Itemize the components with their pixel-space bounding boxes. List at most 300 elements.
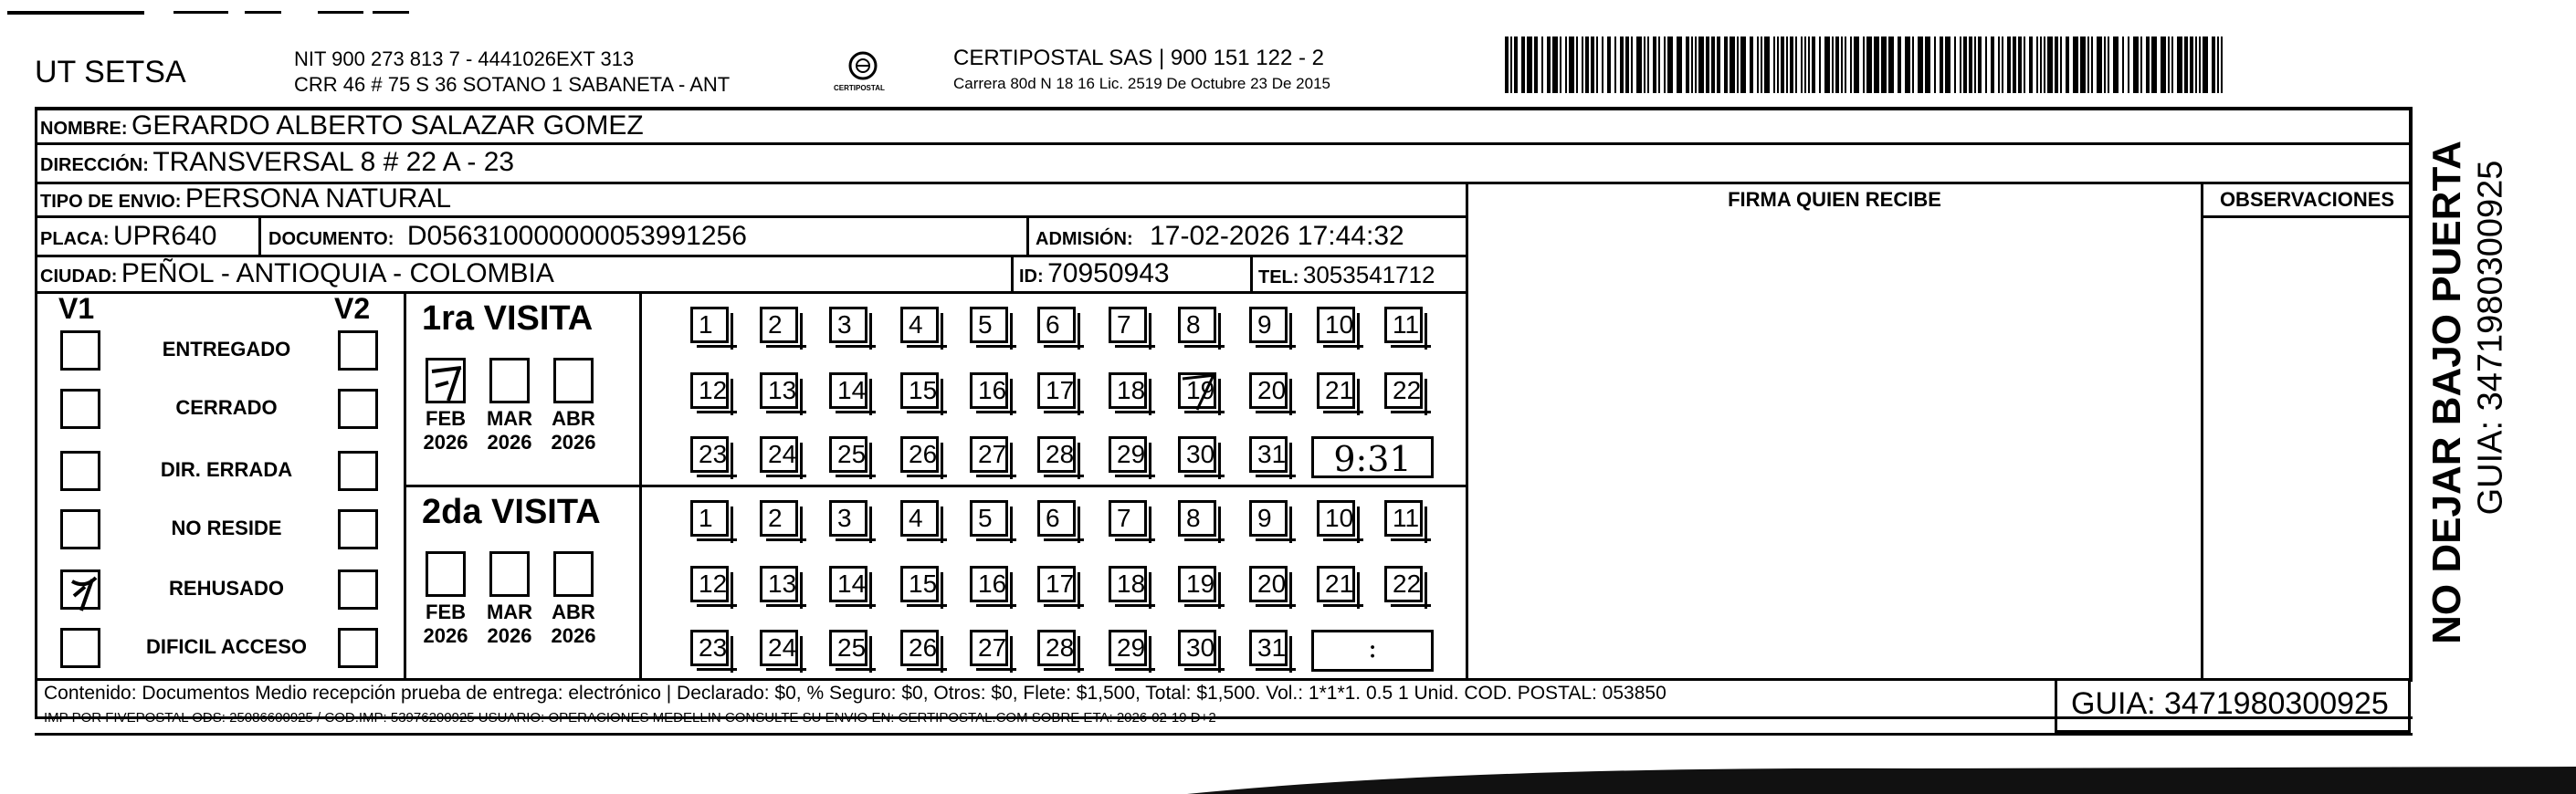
firma-header: FIRMA QUIEN RECIBE [1728,188,1941,211]
second-day-box[interactable] [1249,630,1288,666]
second-day-box[interactable] [970,630,1008,666]
check-mark-icon [65,569,120,614]
barcode-bar [2184,37,2188,93]
barcode-bar [1835,37,1839,93]
barcode-bar [2221,37,2223,93]
barcode-bar [1940,37,1943,93]
barcode-bar [1898,37,1901,93]
first-month-box[interactable] [489,358,530,403]
v2-checkbox[interactable] [338,628,378,668]
col-line [1466,182,1468,680]
barcode-bar [1974,37,1976,93]
barcode-bar [1795,37,1797,93]
v2-checkbox[interactable] [338,389,378,429]
documento-label: DOCUMENTO: [268,229,394,249]
first-day-box[interactable] [1249,307,1288,343]
day-number: 1 [699,310,713,339]
second-day-box[interactable] [829,500,867,537]
barcode-bar [1824,37,1830,93]
barcode-bar [1978,37,1982,93]
v1-checkbox[interactable] [60,330,100,371]
barcode-bar [1790,37,1793,93]
month-label [546,601,601,648]
second-day-box[interactable] [1249,500,1288,537]
first-day-box[interactable] [970,436,1008,473]
barcode-bar [1912,37,1914,93]
barcode-bar [1691,37,1693,93]
barcode-bar [2007,37,2011,93]
barcode-bar [1786,37,1788,93]
second-day-box[interactable] [829,630,867,666]
day-number: 13 [768,569,797,598]
v2-checkbox[interactable] [338,330,378,371]
day-number: 25 [837,633,867,662]
barcode-bar [2199,37,2201,93]
day-number: 11 [1393,310,1420,339]
barcode-bar [1644,37,1645,93]
second-month-box[interactable] [553,551,594,597]
second-day-box[interactable] [690,566,729,602]
barcode-bar [2060,37,2062,93]
v1-checkbox[interactable] [60,628,100,668]
barcode-bar [2047,37,2053,93]
barcode-bar [1773,37,1775,93]
day-number: 20 [1257,376,1287,404]
v1-checkbox[interactable] [60,509,100,549]
month-year: 2026 [487,431,532,454]
address-line: CRR 46 # 75 S 36 SOTANO 1 SABANETA - ANT [294,73,731,96]
first-day-box[interactable] [690,436,729,473]
second-day-box[interactable] [900,500,939,537]
month-label [482,601,537,648]
barcode-bar [1585,37,1589,93]
barcode-bar [1614,37,1616,93]
barcode-bar [1677,37,1682,93]
barcode-bar [1552,37,1558,93]
first-day-box[interactable] [760,372,798,409]
barcode-bar [2122,37,2124,93]
second-time-box[interactable] [1311,630,1434,672]
day-number: 14 [837,376,867,404]
first-day-box[interactable] [1109,436,1147,473]
day-number: 6 [1046,310,1060,339]
first-day-box[interactable] [690,372,729,409]
first-day-box[interactable] [1037,436,1076,473]
month-mark-icon [428,359,468,404]
top-dash [373,11,409,14]
ciudad-value: PEÑOL - ANTIOQUIA - COLOMBIA [121,258,554,288]
barcode-bar [1698,37,1704,93]
first-day-box[interactable] [1037,307,1076,343]
day-number: 14 [837,569,867,598]
barcode-bar [1832,37,1834,93]
day-number: 24 [768,440,797,468]
barcode-bar [2036,37,2038,93]
day-number: 21 [1325,569,1354,598]
second-day-box[interactable] [900,566,939,602]
day-number: 15 [909,376,938,404]
barcode-bar [1991,37,1994,93]
day-number: 13 [768,376,797,404]
month-year: 2026 [423,431,468,454]
bottom-smudge [1187,748,2576,794]
second-day-box[interactable] [690,630,729,666]
barcode-bar [1534,37,1538,93]
day-number: 22 [1393,376,1422,404]
day-number: 25 [837,440,867,468]
logo-text: CERTIPOSTAL [834,84,885,92]
barcode-bar [1658,37,1660,93]
barcode-bar [1863,37,1865,93]
second-day-box[interactable] [1178,566,1216,602]
barcode-bar [1740,37,1746,93]
day-number: 29 [1117,440,1146,468]
barcode-bar [2108,37,2109,93]
barcode-bar [1888,37,1894,93]
barcode-bar [2024,37,2025,93]
first-day-box[interactable] [829,372,867,409]
barcode-bar [2029,37,2033,93]
frame-left [35,107,37,718]
day-number: 11 [1393,504,1420,532]
barcode-bar [2128,37,2129,93]
status-label: CERRADO [175,396,278,419]
barcode-bar [1664,37,1666,93]
direccion-value: TRANSVERSAL 8 # 22 A - 23 [152,147,515,177]
month-label [418,407,473,454]
second-day-box[interactable] [1317,500,1355,537]
admision-cell [1036,221,1404,252]
first-day-box[interactable] [829,307,867,343]
documento-value: D056310000000053991256 [406,221,747,251]
month-name: FEB [426,601,466,623]
first-day-box[interactable] [1384,372,1423,409]
month-label [546,407,601,454]
barcode-bar [1874,37,1879,93]
barcode-bar [1547,37,1551,93]
day-number: 24 [768,633,797,662]
second-day-box[interactable] [970,566,1008,602]
col-line [1011,255,1014,293]
barcode-bar [1560,37,1561,93]
second-day-box[interactable] [690,500,729,537]
second-day-box[interactable] [760,630,798,666]
first-day-box[interactable] [1178,307,1216,343]
placa-cell [40,221,216,252]
day-number: 10 [1325,310,1354,339]
certipostal-logo [836,44,890,99]
col-line [1026,218,1029,256]
second-day-box[interactable] [1178,500,1216,537]
day-number: 4 [909,310,923,339]
day-number: 1 [699,504,713,532]
first-day-box[interactable] [1317,307,1355,343]
month-year: 2026 [551,431,596,454]
barcode-bar [1945,37,1950,93]
second-time-text: : [1367,632,1378,664]
second-day-box[interactable] [760,566,798,602]
barcode-bar [2002,37,2003,93]
v1-checkbox[interactable] [60,451,100,491]
barcode-bar [1925,37,1930,93]
barcode-bar [1569,37,1574,93]
day-number: 26 [909,440,938,468]
second-visit-title: 2da VISITA [422,493,601,531]
day-number: 5 [978,504,993,532]
barcode-bar [1582,37,1583,93]
v1-checkbox[interactable] [60,389,100,429]
footer-bottom [35,733,2413,736]
v2-label: V2 [334,292,371,325]
id-cell [1019,258,1170,289]
day-number: 16 [978,376,1007,404]
barcode-bar [1510,37,1512,93]
barcode-bar [1620,37,1624,93]
barcode-bar [1969,37,1972,93]
barcode-bar [2133,37,2139,93]
barcode [1505,37,2226,93]
day-number: 28 [1046,633,1075,662]
second-day-box[interactable] [970,500,1008,537]
day-number: 9 [1257,310,1272,339]
id-label: ID: [1019,266,1044,287]
day-mark-icon [1179,370,1219,410]
tel-label: TEL: [1258,267,1299,287]
tipo-row [40,183,451,214]
barcode-bar [1781,37,1784,93]
col-line [258,218,261,256]
barcode-bar [1918,37,1923,93]
second-day-box[interactable] [1109,500,1147,537]
barcode-bar [2161,37,2166,93]
barcode-bar [2217,37,2219,93]
day-number: 31 [1257,440,1287,468]
barcode-bar [2171,37,2173,93]
first-day-box[interactable] [900,436,939,473]
nombre-row [40,110,644,141]
day-number: 22 [1393,569,1422,598]
certipostal-license: Carrera 80d N 18 16 Lic. 2519 De Octubre 23 De 2015 [953,75,1330,92]
barcode-bar [1866,37,1872,93]
admision-value: 17-02-2026 17:44:32 [1150,221,1404,251]
barcode-bar [2212,37,2215,93]
barcode-bar [2097,37,2102,93]
footer-imp: IMP POR FIVEPOSTAL ODS: 25086600925 / COD.IMP: 53976200925 USUARIO: OPERACIONES MEDELLIN CONSULTE SU ENVIO EN: CERTIPOSTAL.COM SOBRE ETA: 2026-02-19 D+2 [44,710,1216,726]
first-day-box[interactable] [1249,372,1288,409]
barcode-bar [1505,37,1509,93]
barcode-bar [2091,37,2093,93]
placa-label: PLACA: [40,229,110,249]
second-day-box[interactable] [1037,500,1076,537]
barcode-bar [2080,37,2086,93]
barcode-bar [1706,37,1709,93]
first-day-box[interactable] [760,307,798,343]
barcode-bar [1841,37,1843,93]
day-number: 26 [909,633,938,662]
month-name: FEB [426,407,466,430]
second-day-box[interactable] [1037,630,1076,666]
first-day-box[interactable] [970,307,1008,343]
first-day-box[interactable] [1384,307,1423,343]
first-day-box[interactable] [1109,372,1147,409]
barcode-bar [1905,37,1910,93]
barcode-bar [1845,37,1846,93]
barcode-bar [1521,37,1525,93]
month-name: MAR [486,407,533,430]
barcode-bar [2203,37,2208,93]
first-day-box[interactable] [970,372,1008,409]
second-day-box[interactable] [829,566,867,602]
row-line [35,142,2413,145]
placa-value: UPR640 [113,221,217,251]
col-line [1250,255,1253,293]
first-day-box[interactable] [900,307,939,343]
day-number: 27 [978,633,1007,662]
first-time-box[interactable] [1311,436,1434,478]
first-day-box[interactable] [760,436,798,473]
day-number: 16 [978,569,1007,598]
side-guia: GUIA: 3471980300925 [2471,160,2510,516]
first-day-box[interactable] [1249,436,1288,473]
v2-checkbox[interactable] [338,509,378,549]
day-number: 23 [699,440,728,468]
first-day-box[interactable] [1178,436,1216,473]
second-day-box[interactable] [760,500,798,537]
tel-cell [1258,261,1435,289]
first-visit-title: 1ra VISITA [422,299,594,338]
barcode-bar [1757,37,1759,93]
status-label: ENTREGADO [162,338,291,360]
ciudad-cell [40,258,554,289]
day-number: 10 [1325,504,1354,532]
v2-checkbox[interactable] [338,451,378,491]
day-number: 30 [1186,633,1215,662]
barcode-bar [1631,37,1633,93]
direccion-label: DIRECCIÓN: [40,155,149,175]
status-label: DIFICIL ACCESO [145,635,307,658]
day-number: 18 [1117,569,1146,598]
second-day-box[interactable] [1109,566,1147,602]
barcode-bar [2044,37,2045,93]
barcode-bar [1596,37,1598,93]
barcode-bar [1711,37,1715,93]
barcode-bar [2113,37,2119,93]
second-day-box[interactable] [900,630,939,666]
day-number: 21 [1325,376,1354,404]
nit-line: NIT 900 273 813 7 - 4441026EXT 313 [294,47,635,70]
nombre-value: GERARDO ALBERTO SALAZAR GOMEZ [131,110,644,141]
first-month-box[interactable] [426,358,466,403]
second-day-box[interactable] [1249,566,1288,602]
day-number: 15 [909,569,938,598]
second-day-box[interactable] [1037,566,1076,602]
barcode-bar [2151,37,2157,93]
footer-contenido: Contenido: Documentos Medio recepción prueba de entrega: electrónico | Declarado: $0, % Seguro: $0, Otros: $0, Flete: $1,500, Total: $1,500. Vol.: 1*1*1. 0.5 1 Unid. COD. POSTAL: 053850 [44,683,1667,704]
barcode-bar [1602,37,1603,93]
month-label [418,601,473,648]
barcode-bar [1647,37,1649,93]
day-number: 3 [837,310,852,339]
barcode-bar [1985,37,1987,93]
barcode-bar [1737,37,1739,93]
barcode-bar [1777,37,1779,93]
first-day-box[interactable] [1317,372,1355,409]
barcode-bar [1653,37,1656,93]
barcode-bar [1607,37,1611,93]
second-day-box[interactable] [1178,630,1216,666]
month-year: 2026 [487,624,532,647]
certipostal-title: CERTIPOSTAL SAS | 900 151 122 - 2 [953,46,1324,70]
barcode-bar [1565,37,1567,93]
day-number: 4 [909,504,923,532]
barcode-bar [1812,37,1815,93]
day-number: 30 [1186,440,1215,468]
barcode-bar [1686,37,1689,93]
barcode-bar [1854,37,1859,93]
v2-checkbox[interactable] [338,569,378,610]
first-day-box[interactable] [900,372,939,409]
day-number: 19 [1186,376,1215,404]
first-day-box[interactable] [690,307,729,343]
day-number: 3 [837,504,852,532]
top-dash [7,11,144,15]
month-name: ABR [552,407,595,430]
documento-cell [268,221,747,252]
day-number: 17 [1046,569,1075,598]
day-number: 29 [1117,633,1146,662]
status-label: DIR. ERRADA [160,458,293,481]
second-day-box[interactable] [1384,500,1423,537]
observaciones-header: OBSERVACIONES [2219,188,2395,211]
day-number: 18 [1117,376,1146,404]
day-number: 8 [1186,310,1201,339]
day-number: 6 [1046,504,1060,532]
barcode-bar [1808,37,1810,93]
second-month-box[interactable] [489,551,530,597]
month-year: 2026 [551,624,596,647]
first-time-text: 9:31 [1333,439,1412,479]
top-dash [245,11,281,14]
barcode-bar [1934,37,1936,93]
first-day-box[interactable] [829,436,867,473]
day-number: 7 [1117,504,1131,532]
day-number: 17 [1046,376,1075,404]
barcode-bar [2140,37,2142,93]
nombre-label: NOMBRE: [40,119,128,139]
guia-box-text: GUIA: 3471980300925 [2071,686,2389,721]
barcode-bar [2055,37,2058,93]
barcode-bar [2073,37,2078,93]
barcode-bar [1541,37,1543,93]
second-month-box[interactable] [426,551,466,597]
status-label: REHUSADO [169,577,284,600]
day-number: 5 [978,310,993,339]
day-number: 7 [1117,310,1131,339]
status-label: NO RESIDE [171,517,282,539]
barcode-bar [1764,37,1770,93]
barcode-bar [2087,37,2089,93]
second-day-box[interactable] [1384,566,1423,602]
first-day-box[interactable] [1178,372,1216,409]
v1-checkbox[interactable] [60,569,100,610]
visit-divider [404,485,1467,487]
second-day-box[interactable] [1109,630,1147,666]
barcode-bar [2104,37,2106,93]
first-month-box[interactable] [553,358,594,403]
first-day-box[interactable] [1109,307,1147,343]
first-day-box[interactable] [1037,372,1076,409]
second-day-box[interactable] [1317,566,1355,602]
